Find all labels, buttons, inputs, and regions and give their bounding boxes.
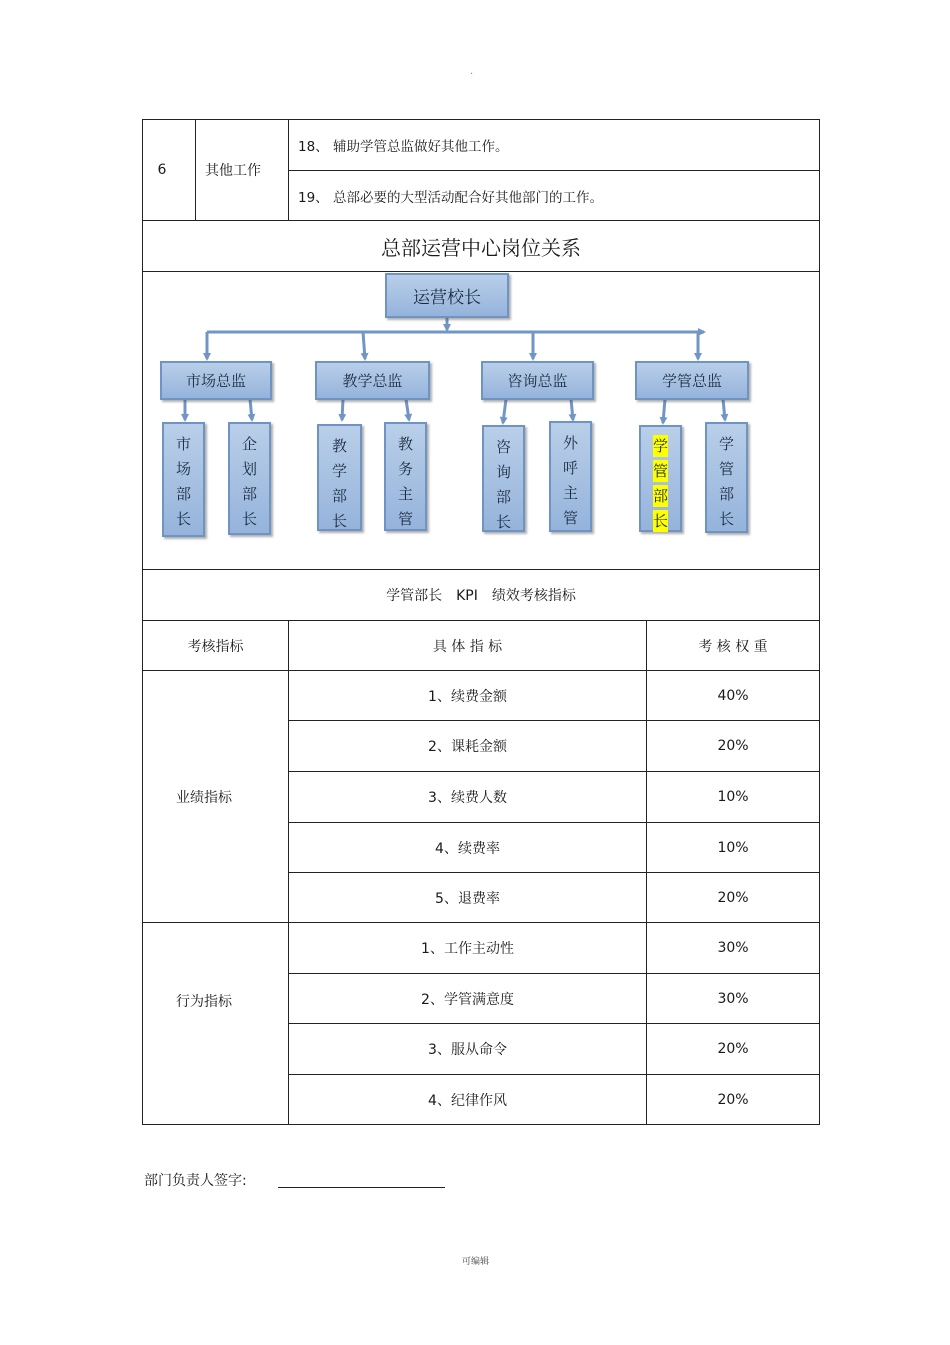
org-node-director: 咨询总监: [481, 361, 594, 400]
kpi-weight: 40%: [717, 687, 749, 704]
kpi-item: 1、工作主动性: [421, 941, 514, 957]
org-node-report: 市 场 部 长: [162, 422, 205, 537]
kpi-item: 2、学管满意度: [421, 991, 514, 1008]
footer-note: 可编辑: [462, 1257, 490, 1267]
kpi-weight: 30%: [717, 990, 749, 1007]
org-node-director: 学管总监: [635, 361, 749, 400]
kpi-group-name: 行为指标: [176, 994, 232, 1010]
task-item: 18、 辅助学管总监做好其他工作。: [298, 139, 509, 155]
signature-line[interactable]: [278, 1187, 445, 1188]
kpi-weight: 20%: [717, 1091, 749, 1108]
org-node-report-highlighted: 学 管 部 长: [639, 425, 682, 532]
kpi-header-item: 具 体 指 标: [432, 638, 503, 655]
org-node-report: 学 管 部 长: [705, 422, 748, 533]
org-node-report: 咨 询 部 长: [482, 425, 525, 532]
kpi-group-name: 业绩指标: [176, 789, 232, 806]
org-node-director: 市场总监: [160, 361, 272, 400]
kpi-weight: 30%: [717, 940, 749, 956]
row-category: 其他工作: [205, 163, 261, 179]
kpi-item: 5、退费率: [435, 890, 500, 907]
org-chart-title: 总部运营中心岗位关系: [381, 235, 581, 260]
kpi-weight: 10%: [717, 789, 749, 805]
signature-label: 部门负责人签字:: [144, 1173, 247, 1189]
kpi-item: 3、服从命令: [428, 1042, 507, 1058]
header-mark: .: [470, 66, 474, 77]
kpi-item: 1、续费金额: [428, 688, 507, 705]
kpi-weight: 20%: [717, 738, 749, 754]
kpi-header-category: 考核指标: [187, 638, 244, 655]
kpi-item: 2、课耗金额: [428, 739, 507, 755]
kpi-item: 3、续费人数: [428, 790, 507, 806]
row-number: 6: [157, 162, 167, 178]
task-item: 19、 总部必要的大型活动配合好其他部门的工作。: [298, 189, 603, 206]
kpi-weight: 20%: [717, 889, 749, 906]
org-node-report: 教 学 部 长: [317, 424, 362, 531]
org-node-report: 教 务 主 管: [384, 422, 427, 531]
kpi-weight: 20%: [717, 1041, 749, 1057]
org-node-root: 运营校长: [385, 273, 509, 318]
kpi-item: 4、续费率: [435, 840, 500, 857]
kpi-header-weight: 考 核 权 重: [698, 638, 768, 655]
kpi-item: 4、纪律作风: [428, 1092, 507, 1109]
org-node-report: 外 呼 主 管: [549, 421, 592, 532]
kpi-weight: 10%: [717, 839, 749, 856]
org-node-report: 企 划 部 长: [228, 422, 271, 535]
kpi-title: 学管部长 KPI 绩效考核指标: [386, 588, 576, 604]
org-node-director: 教学总监: [315, 361, 430, 400]
